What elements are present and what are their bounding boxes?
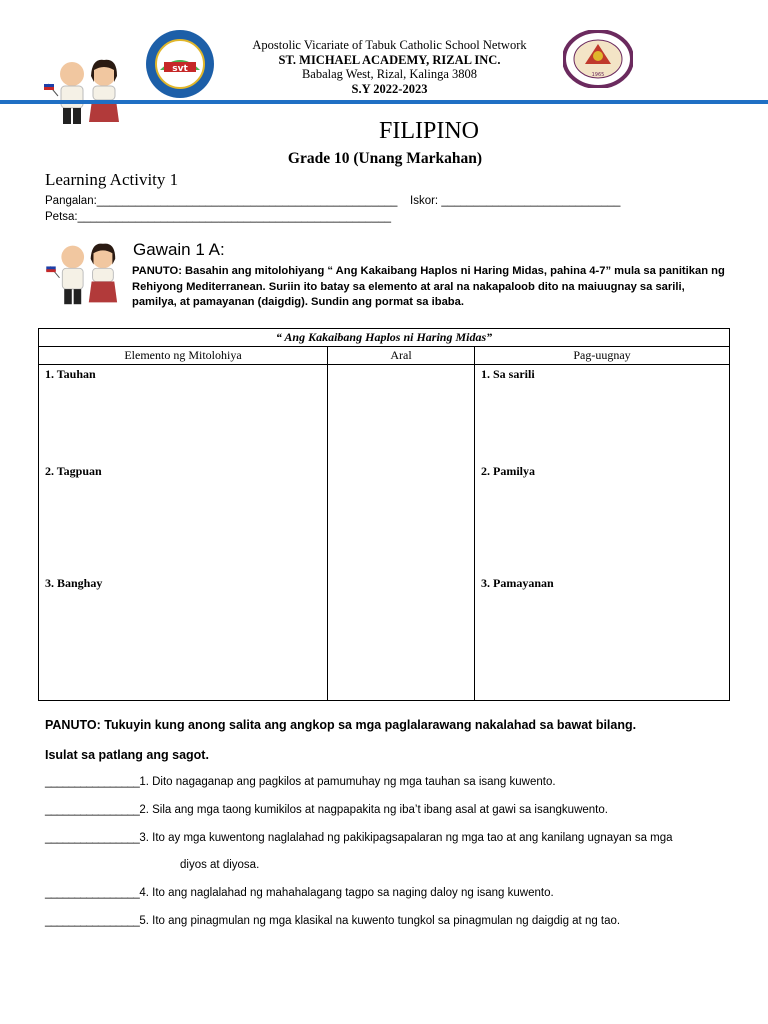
aral-cell[interactable] [328, 365, 475, 701]
svg-text:1965: 1965 [591, 72, 605, 78]
date-label: Petsa: [45, 211, 78, 223]
answer-blank-2[interactable]: ________________ [45, 804, 140, 816]
school-network-logo [146, 30, 214, 98]
school-name: ST. MICHAEL ACADEMY, RIZAL INC. [278, 52, 501, 67]
name-blank[interactable]: _______________________________________________ [96, 195, 398, 207]
question-5: ________________5. Ito ang pinagmulan ng mga klasikal na kuwento tungkol sa pinagmulan ng daigdig at ng tao. [45, 915, 621, 927]
answer-blank-3[interactable]: ________________ [45, 832, 140, 844]
question-2: ________________2. Sila ang mga taong kumikilos at nagpapakita ng iba’t ibang asal at gawi sa isangkuwento. [45, 804, 608, 816]
gawain-instruction: PANUTO: Basahin ang mitolohiyang “ Ang Kakaibang Haplos ni Haring Midas, pahina 4-7” mula sa panitikan ng Rehiyong Mediterranean. Suriin ito batay sa elemento at aral na nakapaloob dito na maiuugnay sa sarili, pamilya, at pamayanan (daigdig). Sundin ang pormat sa ibaba. [132, 265, 725, 308]
elements-cell[interactable] [39, 365, 328, 701]
name-label: Pangalan: [45, 195, 97, 207]
question-1: ________________1. Dito nagaganap ang pagkilos at pamumuhay ng mga tauhan sa isang kuwento. [45, 776, 556, 788]
part2-instruction: PANUTO: Tukuyin kung anong salita ang angkop sa mga paglalarawang nakalahad sa bawat bilang. [45, 718, 637, 732]
date-blank[interactable]: _________________________________________________ [77, 211, 392, 223]
score-label: Iskor: [410, 195, 439, 207]
school-address: Babalag West, Rizal, Kalinga 3808 [301, 67, 478, 81]
header-paguugnay: Pag-uugnay [475, 347, 730, 365]
school-year: S.Y 2022-2023 [351, 81, 428, 96]
date-field[interactable] [45, 211, 391, 223]
score-blank[interactable]: ____________________________ [441, 195, 621, 207]
kids-illustration-gawain [42, 240, 128, 308]
element-tauhan: 1. Tauhan [45, 367, 96, 381]
question-4: ________________4. Ito ang naglalahad ng mahahalagang tagpo sa naging daloy ng isang kuwento. [45, 887, 554, 899]
answer-blank-4[interactable]: ________________ [45, 887, 140, 899]
connection-pamayanan: 3. Pamayanan [481, 576, 554, 590]
table-caption: “ Ang Kakaibang Haplos ni Haring Midas” [39, 329, 730, 347]
connection-pamilya: 2. Pamilya [481, 464, 535, 478]
question-3: ________________3. Ito ay mga kuwentong naglalahad ng pakikipagsapalaran ng mga tao at ang kanilang ugnayan sa mga [45, 832, 673, 844]
connections-cell[interactable] [475, 365, 730, 701]
myth-analysis-table [38, 328, 730, 701]
grade-title: Grade 10 (Unang Markahan) [287, 150, 483, 167]
svg-text:svt: svt [172, 64, 188, 74]
header-aral: Aral [328, 347, 475, 365]
element-banghay: 3. Banghay [45, 576, 103, 590]
element-tagpuan: 2. Tagpuan [45, 464, 102, 478]
header-elemento: Elemento ng Mitolohiya [39, 347, 328, 365]
school-header [222, 38, 557, 96]
subject-title: FILIPINO [379, 118, 479, 144]
answer-blank-1[interactable]: ________________ [45, 776, 140, 788]
gawain-title: Gawain 1 A: [133, 240, 225, 259]
connection-sarili: 1. Sa sarili [481, 367, 535, 381]
header-divider [0, 100, 768, 104]
question-3-continuation: diyos at diyosa. [180, 859, 260, 871]
activity-title: Learning Activity 1 [45, 170, 179, 189]
network-name: Apostolic Vicariate of Tabuk Catholic School Network [252, 38, 527, 52]
answer-blank-5[interactable]: ________________ [45, 915, 140, 927]
name-field[interactable] [45, 195, 397, 207]
st-michael-academy-logo [563, 30, 631, 98]
score-field[interactable] [410, 195, 620, 207]
part2-instruction-line2: Isulat sa patlang ang sagot. [45, 748, 209, 762]
